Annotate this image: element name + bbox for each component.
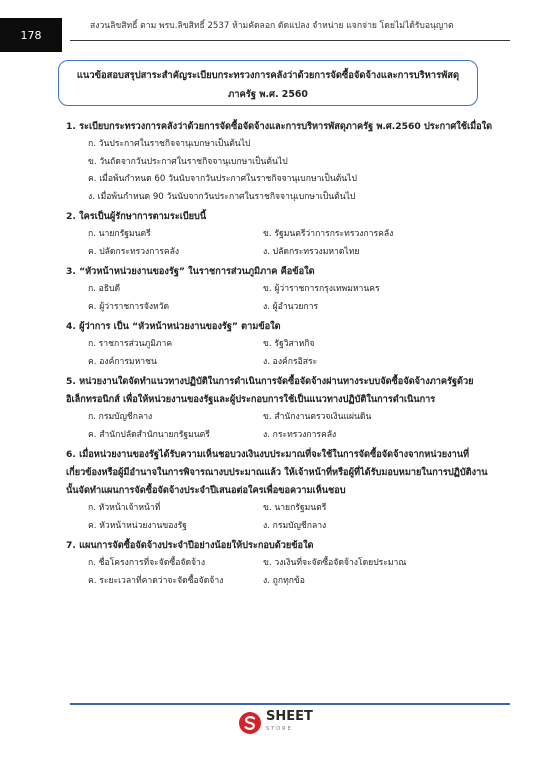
sheet-store-logo xyxy=(238,710,313,736)
page-number: 178 xyxy=(0,18,62,52)
question-6 xyxy=(66,446,496,535)
option-a: ก. ราชการส่วนภูมิภาค xyxy=(88,339,173,349)
option-c: ค. องค์การมหาชน xyxy=(88,356,157,367)
option-d: ง. เมื่อพ้นกำหนด 90 วันนับจากวันประกาศในราชกิจจานุเบกษาเป็นต้นไป xyxy=(88,191,356,202)
question-3 xyxy=(66,263,496,316)
question-text: 5. หน่วยงานใดจัดทำแนวทางปฏิบัติในการดำเนินการจัดซื้อจัดจ้างผ่านทางระบบจัดซื้อจัดจ้างภาครัฐด้วยอิเล็กทรอนิกส์ เพื่อให้หน่วยงานของรัฐและผู้ประกอบการใช้เป็นแนวทางปฏิบัติในการดำเนินการ xyxy=(66,376,474,405)
option-c: ค. เมื่อพ้นกำหนด 60 วันนับจากวันประกาศในราชกิจจานุเบกษาเป็นต้นไป xyxy=(88,174,357,184)
question-7 xyxy=(66,537,496,590)
sheet-logo-icon xyxy=(238,711,262,735)
question-text: 2. ใครเป็นผู้รักษาการตามระเบียบนี้ xyxy=(66,211,207,222)
title-line-2: ภาครัฐ พ.ศ. 2560 xyxy=(228,89,308,100)
option-a: ก. หัวหน้าเจ้าหน้าที่ xyxy=(88,503,161,513)
option-b: ข. รัฐวิสาหกิจ xyxy=(263,339,315,349)
question-text: 1. ระเบียบกระทรวงการคลังว่าด้วยการจัดซื้อจัดจ้างและการบริหารพัสดุภาครัฐ พ.ศ.2560 ประกาศใช้เมื่อใด xyxy=(66,121,493,132)
question-text: 3. “หัวหน้าหน่วยงานของรัฐ” ในราชการส่วนภูมิภาค คือข้อใด xyxy=(66,266,315,277)
option-c: ค. ระยะเวลาที่คาดว่าจะจัดซื้อจัดจ้าง xyxy=(88,575,224,586)
title-line-1: แนวข้อสอบสรุปสาระสำคัญระเบียบกระทรวงการคลังว่าด้วยการจัดซื้อจัดจ้างและการบริหารพัสดุ xyxy=(76,70,460,81)
option-b: ข. นายกรัฐมนตรี xyxy=(263,503,327,513)
option-c: ค. ผู้ว่าราชการจังหวัด xyxy=(88,301,170,312)
question-4 xyxy=(66,318,496,371)
logo-subtext: STORE xyxy=(266,726,293,732)
option-d: ง. กรมบัญชีกลาง xyxy=(263,520,327,531)
option-d: ง. ปลัดกระทรวงมหาดไทย xyxy=(263,246,360,257)
question-text: 4. ผู้ว่าการ เป็น “หัวหน้าหน่วยงานของรัฐ” ตามข้อใด xyxy=(66,321,281,332)
option-a: ก. วันประกาศในราชกิจจานุเบกษาเป็นต้นไป xyxy=(88,139,251,149)
question-1 xyxy=(66,118,496,206)
option-a: ก. อธิบดี xyxy=(88,284,121,294)
copyright-notice: สงวนลิขสิทธิ์ ตาม พรบ.ลิขสิทธิ์ 2537 ห้ามคัดลอก ดัดแปลง จำหน่าย แจกจ่าย โดยไม่ได้รับอนุญาต xyxy=(90,21,454,31)
option-a: ก. ชื่อโครงการที่จะจัดซื้อจัดจ้าง xyxy=(88,558,206,568)
option-c: ค. สำนักปลัดสำนักนายกรัฐมนตรี xyxy=(88,429,210,440)
logo-text: SHEET xyxy=(266,709,313,724)
option-b: ข. วงเงินที่จะจัดซื้อจัดจ้างโดยประมาณ xyxy=(263,558,407,568)
option-d: ง. กระทรวงการคลัง xyxy=(263,429,337,440)
question-2 xyxy=(66,208,496,261)
question-5 xyxy=(66,373,496,444)
question-list xyxy=(66,116,496,590)
option-b: ข. วันถัดจากวันประกาศในราชกิจจานุเบกษาเป็นต้นไป xyxy=(88,156,288,167)
question-text: 7. แผนการจัดซื้อจัดจ้างประจำปีอย่างน้อยให้ประกอบด้วยข้อใด xyxy=(66,540,314,551)
header-divider xyxy=(70,40,510,41)
option-b: ข. ผู้ว่าราชการกรุงเทพมหานคร xyxy=(263,284,380,294)
option-a: ก. นายกรัฐมนตรี xyxy=(88,229,151,239)
option-d: ง. ผู้อำนวยการ xyxy=(263,301,319,312)
option-c: ค. หัวหน้าหน่วยงานของรัฐ xyxy=(88,520,187,531)
option-a: ก. กรมบัญชีกลาง xyxy=(88,412,153,422)
option-c: ค. ปลัดกระทรวงการคลัง xyxy=(88,246,180,257)
option-b: ข. รัฐมนตรีว่าการกระทรวงการคลัง xyxy=(263,229,394,239)
footer-divider xyxy=(70,703,510,705)
option-d: ง. ถูกทุกข้อ xyxy=(263,575,305,586)
option-d: ง. องค์กรอิสระ xyxy=(263,356,318,367)
question-text: 6. เมื่อหน่วยงานของรัฐได้รับความเห็นชอบวงเงินงบประมาณที่จะใช้ในการจัดซื้อจัดจ้างจากหน่วยงานที่เกี่ยวข้องหรือผู้มีอำนาจในการพิจารณางบประมาณแล้ว ให้เจ้าหน้าที่หรือผู้ที่ได้รับมอบหมายในการปฏิบัติงานนั้นจัดทำแผนการจัดซื้อจัดจ้างประจำปีเสนอต่อใครเพื่อขอความเห็นชอบ xyxy=(66,449,488,496)
option-b: ข. สำนักงานตรวจเงินแผ่นดิน xyxy=(263,412,372,422)
title-box xyxy=(58,60,478,106)
